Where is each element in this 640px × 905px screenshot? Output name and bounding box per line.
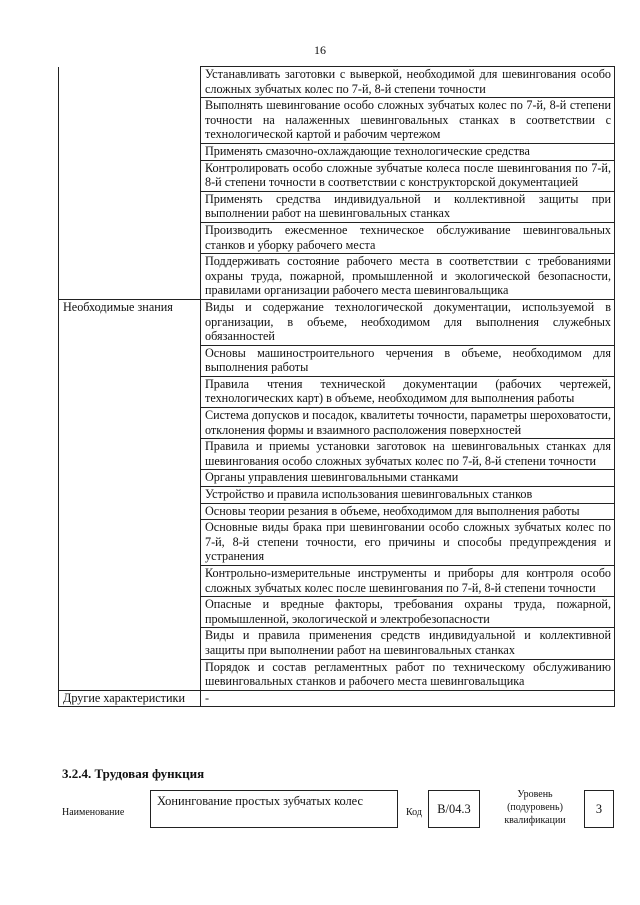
skill-item: Применять средства индивидуальной и коллективной защиты при выполнении работ на шевинговальных станках xyxy=(201,191,615,222)
skill-item: Поддерживать состояние рабочего места в соответствии с требованиями охраны труда, пожарной, промышленной и экологической безопасности, правилами организации рабочего места шевинговальщика xyxy=(201,254,615,300)
knowledge-item: Основы машиностроительного черчения в объеме, необходимом для выполнения работы xyxy=(201,345,615,376)
table-row xyxy=(59,690,615,707)
knowledge-item: Основные виды брака при шевинговании особо сложных зубчатых колес по 7-й, 8-й степени точности, его причины и способы предупреждения и устранения xyxy=(201,520,615,566)
skill-item: Устанавливать заготовки с выверкой, необходимой для шевингования особо сложных зубчатых колес по 7-й, 8-й степени точности xyxy=(201,67,615,98)
table-row xyxy=(59,67,615,98)
knowledge-item: Правила чтения технической документации (рабочих чертежей, технологических карт) в объеме, необходимом для выполнения работы xyxy=(201,376,615,407)
knowledge-item: Система допусков и посадок, квалитеты точности, параметры шероховатости, отклонения формы и взаимного расположения поверхностей xyxy=(201,408,615,439)
knowledge-item: Виды и содержание технологической документации, используемой в организации, в объеме, необходимом для выполнения служебных обязанностей xyxy=(201,299,615,345)
table-row xyxy=(59,299,615,345)
code-label: Код xyxy=(406,807,422,818)
knowledge-item: Опасные и вредные факторы, требования охраны труда, пожарной, промышленной, экологической и электробезопасности xyxy=(201,597,615,628)
knowledge-item: Правила и приемы установки заготовок на шевинговальных станках для шевингования особо сложных зубчатых колес по 7-й, 8-й степени точности xyxy=(201,439,615,470)
requirements-table xyxy=(58,66,615,707)
function-code-box: B/04.3 xyxy=(428,790,480,828)
skill-item: Выполнять шевингование особо сложных зубчатых колес по 7-й, 8-й степени точности на налаженных шевинговальных станках в соответствии с технологической картой и рабочим чертежом xyxy=(201,98,615,144)
page-number: 16 xyxy=(314,43,326,57)
labor-function-header xyxy=(0,788,640,832)
knowledge-item: Виды и правила применения средств индивидуальной и коллективной защиты при выполнении работ на шевинговальных станках xyxy=(201,628,615,659)
level-label xyxy=(490,788,580,827)
knowledge-item: Порядок и состав регламентных работ по техническому обслуживанию шевинговальных станков и рабочего места шевинговальщика xyxy=(201,659,615,690)
skills-label-cell xyxy=(59,67,201,300)
skill-item: Контролировать особо сложные зубчатые колеса после шевингования по 7-й, 8-й степени точности в соответствии с конструкторской документацией xyxy=(201,160,615,191)
skill-item: Производить ежесменное техническое обслуживание шевинговальных станков и уборку рабочего места xyxy=(201,222,615,253)
skill-item: Применять смазочно-охлаждающие технологические средства xyxy=(201,143,615,160)
knowledge-item: Органы управления шевинговальными станками xyxy=(201,470,615,487)
level-label-line: Уровень xyxy=(517,789,553,800)
level-label-line: (подуровень) xyxy=(507,802,563,813)
knowledge-label: Необходимые знания xyxy=(59,299,201,690)
other-label: Другие характеристики xyxy=(59,690,201,707)
function-name-box: Хонингование простых зубчатых колес xyxy=(150,790,398,828)
other-value: - xyxy=(201,690,615,707)
section-heading: 3.2.4. Трудовая функция xyxy=(62,766,205,781)
name-label: Наименование xyxy=(62,807,125,818)
knowledge-item: Основы теории резания в объеме, необходимом для выполнения работы xyxy=(201,503,615,520)
knowledge-item: Устройство и правила использования шевинговальных станков xyxy=(201,487,615,504)
level-label-line: квалификации xyxy=(504,815,566,826)
qualification-level-box: 3 xyxy=(584,790,614,828)
knowledge-item: Контрольно-измерительные инструменты и приборы для контроля особо сложных зубчатых колес после шевингования по 7-й, 8-й степени точности xyxy=(201,566,615,597)
